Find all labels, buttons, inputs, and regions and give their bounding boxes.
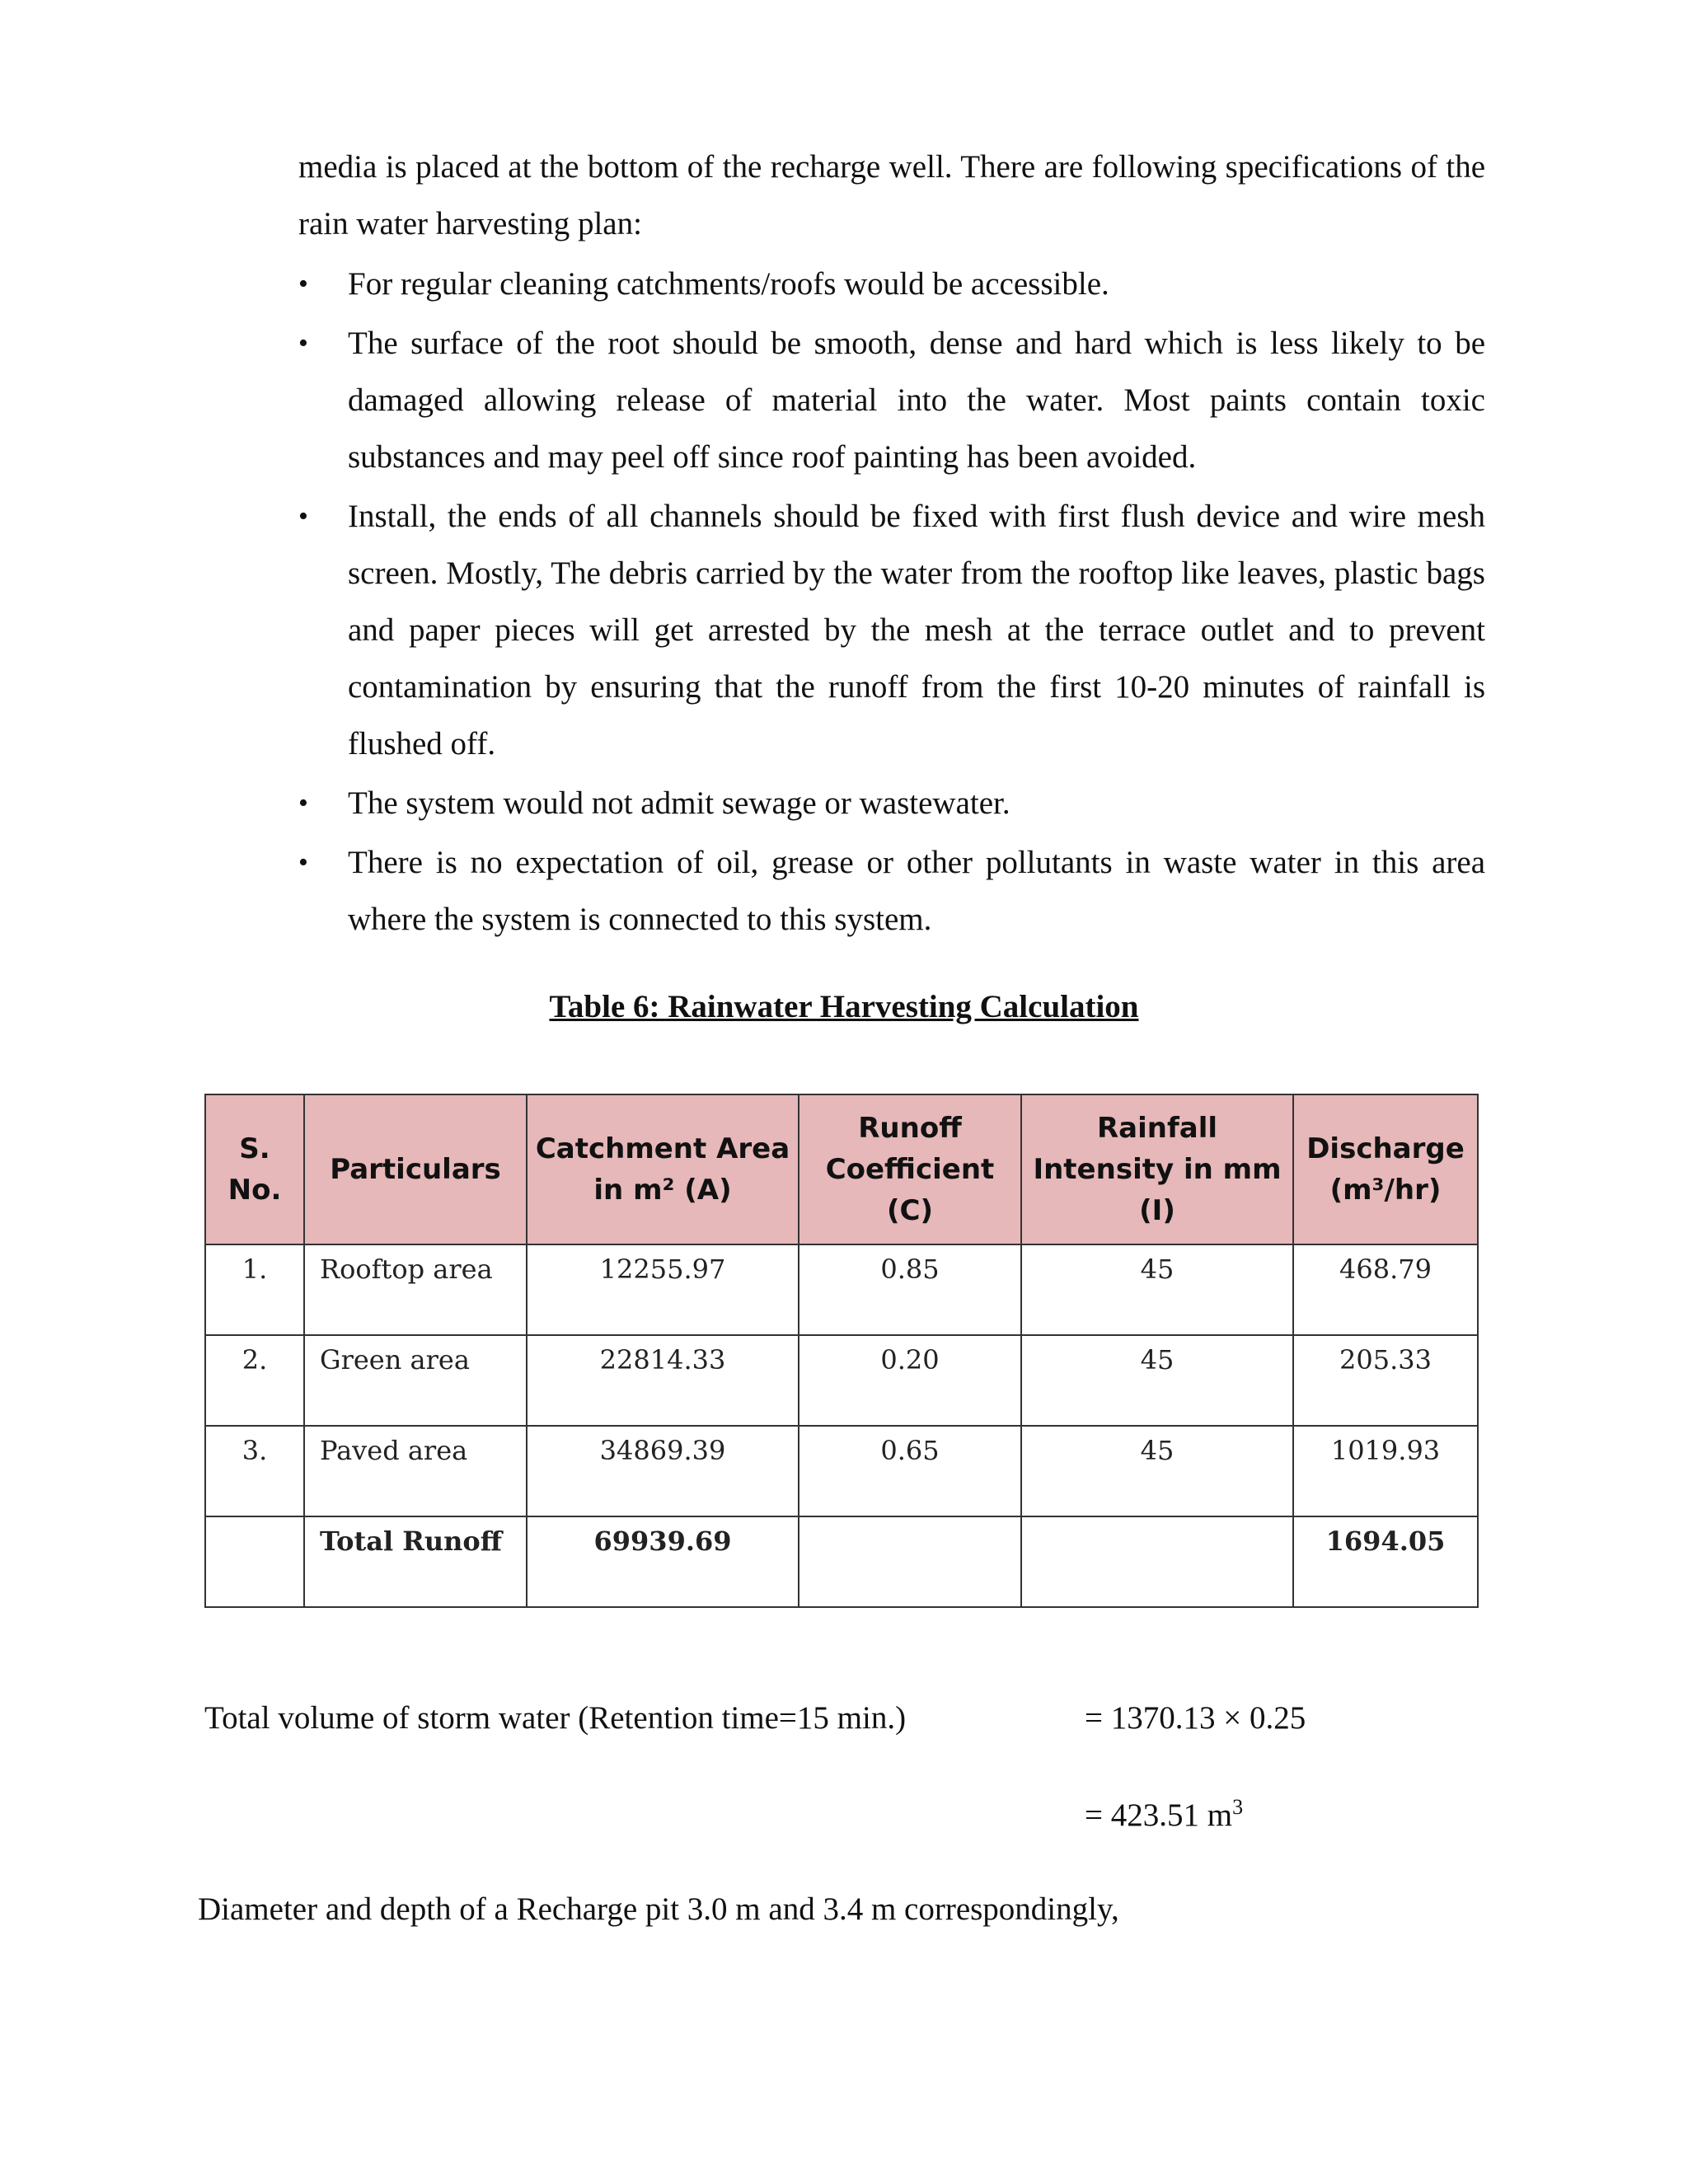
cell-runoff: 0.65 — [799, 1426, 1021, 1516]
table-caption: Table 6: Rainwater Harvesting Calculation — [549, 989, 1139, 1024]
list-item — [298, 315, 1485, 485]
cell-catchment: 12255.97 — [527, 1244, 799, 1335]
cell-catchment: 34869.39 — [527, 1426, 799, 1516]
list-item-text: There is no expectation of oil, grease or other pollutants in waste water in this area where the system is connected to this system. — [348, 845, 1485, 937]
header-catchment-area: Catchment Area in m² (A) — [527, 1094, 799, 1244]
table-row — [205, 1244, 1478, 1335]
list-item-text: The system would not admit sewage or wastewater. — [348, 785, 1010, 821]
cell-particulars: Rooftop area — [304, 1244, 527, 1335]
table-row — [205, 1335, 1478, 1426]
intro-paragraph: media is placed at the bottom of the recharge well. There are following specifications of the rain water harvesting plan: — [298, 149, 1485, 241]
table-header-row — [205, 1094, 1478, 1244]
cell-rainfall: 45 — [1021, 1426, 1293, 1516]
bullet-icon: • — [298, 269, 308, 299]
bullet-icon: • — [298, 501, 308, 532]
header-particulars: Particulars — [304, 1094, 527, 1244]
list-item — [298, 834, 1485, 948]
list-item-text: The surface of the root should be smooth, dense and hard which is less likely to be damaged allowing release of material into the water. Most paints contain toxic substances and may peel off since roof painting has been avoided. — [348, 326, 1485, 475]
bullet-icon: • — [298, 328, 308, 359]
cell-discharge: 1019.93 — [1293, 1426, 1478, 1516]
header-rainfall-intensity: Rainfall Intensity in mm (I) — [1021, 1094, 1293, 1244]
list-item — [298, 775, 1485, 832]
header-runoff-coefficient: Runoff Coefficient (C) — [799, 1094, 1021, 1244]
header-sno: S. No. — [205, 1094, 304, 1244]
recharge-pit-text: Diameter and depth of a Recharge pit 3.0 m and 3.4 m correspondingly, — [198, 1891, 1119, 1927]
cell-sno: 2. — [205, 1335, 304, 1426]
cell-discharge: 468.79 — [1293, 1244, 1478, 1335]
cell-empty — [799, 1516, 1021, 1607]
cell-empty — [1021, 1516, 1293, 1607]
cell-discharge: 205.33 — [1293, 1335, 1478, 1426]
cell-particulars: Green area — [304, 1335, 527, 1426]
cell-total-catchment: 69939.69 — [527, 1516, 799, 1607]
specification-list — [298, 255, 1485, 950]
cell-total-label: Total Runoff — [304, 1516, 527, 1607]
bullet-icon: • — [298, 847, 308, 878]
rainwater-harvesting-table — [204, 1094, 1479, 1608]
header-discharge: Discharge (m³/hr) — [1293, 1094, 1478, 1244]
cell-particulars: Paved area — [304, 1426, 527, 1516]
list-item-text: Install, the ends of all channels should be fixed with first flush device and wire mesh screen. Mostly, The debris carried by the water from the rooftop like leaves, plastic bags and paper pieces will get arrested by the mesh at the terrace outlet and to prevent contamination by ensuring that the runoff from the first 10-20 minutes of rainfall is flushed off. — [348, 499, 1485, 762]
table-total-row — [205, 1516, 1478, 1607]
list-item — [298, 488, 1485, 772]
list-item-text: For regular cleaning catchments/roofs would be accessible. — [348, 266, 1109, 302]
storm-volume-result-text: = 423.51 m — [1085, 1797, 1233, 1833]
cell-rainfall: 45 — [1021, 1244, 1293, 1335]
cell-total-discharge: 1694.05 — [1293, 1516, 1478, 1607]
table-row — [205, 1426, 1478, 1516]
storm-volume-result — [1085, 1795, 1243, 1834]
cell-rainfall: 45 — [1021, 1335, 1293, 1426]
storm-volume-expression: = 1370.13 × 0.25 — [1085, 1700, 1306, 1736]
storm-volume-label: Total volume of storm water (Retention time=15 min.) — [204, 1700, 907, 1736]
cubic-superscript: 3 — [1232, 1795, 1244, 1819]
cell-sno: 1. — [205, 1244, 304, 1335]
cell-catchment: 22814.33 — [527, 1335, 799, 1426]
bullet-icon: • — [298, 788, 308, 818]
cell-sno: 3. — [205, 1426, 304, 1516]
cell-runoff: 0.85 — [799, 1244, 1021, 1335]
list-item — [298, 255, 1485, 312]
cell-runoff: 0.20 — [799, 1335, 1021, 1426]
cell-empty — [205, 1516, 304, 1607]
